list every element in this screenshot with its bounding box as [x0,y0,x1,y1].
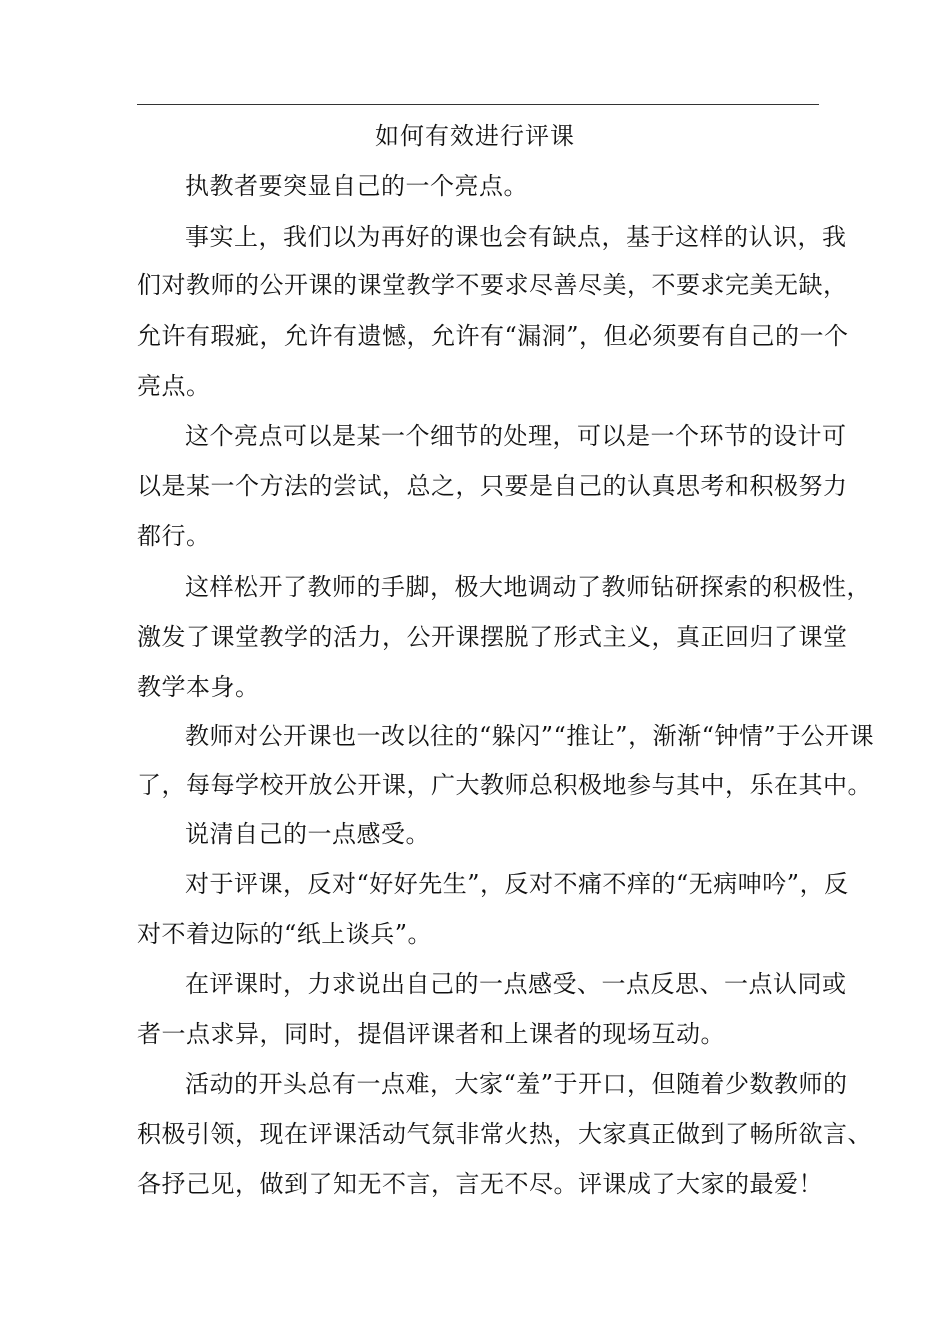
paragraph-2-line-2: 们对教师的公开课的课堂教学不要求尽善尽美，不要求完美无缺， [137,271,848,299]
paragraph-3-line-3: 都行。 [137,522,211,550]
document-title: 如何有效进行评课 [375,122,575,150]
paragraph-1-line-1: 执教者要突显自己的一个亮点。 [185,172,528,200]
paragraph-8-line-2: 者一点求异，同时，提倡评课者和上课者的现场互动。 [137,1020,725,1048]
paragraph-4-line-2: 激发了课堂教学的活力，公开课摆脱了形式主义，真正回归了课堂 [137,623,848,651]
paragraph-7-line-2: 对不着边际的“纸上谈兵”。 [137,920,433,948]
paragraph-2-line-4: 亮点。 [137,372,211,400]
paragraph-5-line-1: 教师对公开课也一改以往的“躲闪”“推让”，渐渐“钟情”于公开课 [185,722,875,750]
paragraph-9-line-1: 活动的开头总有一点难，大家“羞”于开口，但随着少数教师的 [185,1070,848,1098]
paragraph-5-line-2: 了，每每学校开放公开课，广大教师总积极地参与其中，乐在其中。 [137,771,872,799]
paragraph-4-line-1: 这样松开了教师的手脚，极大地调动了教师钻研探索的积极性， [185,573,871,601]
paragraph-7-line-1: 对于评课，反对“好好先生”，反对不痛不痒的“无病呻吟”，反 [185,870,849,898]
paragraph-2-line-3: 允许有瑕疵，允许有遗憾，允许有“漏洞”，但必须要有自己的一个 [137,322,849,350]
paragraph-9-line-3: 各抒己见，做到了知无不言，言无不尽。评课成了大家的最爱！ [137,1170,823,1198]
paragraph-6-line-1: 说清自己的一点感受。 [185,820,430,848]
paragraph-2-line-1: 事实上，我们以为再好的课也会有缺点，基于这样的认识，我 [185,223,847,251]
header-rule [137,104,819,105]
paragraph-3-line-2: 以是某一个方法的尝试，总之，只要是自己的认真思考和积极努力 [137,472,848,500]
paragraph-4-line-3: 教学本身。 [137,673,260,701]
paragraph-3-line-1: 这个亮点可以是某一个细节的处理，可以是一个环节的设计可 [185,422,847,450]
paragraph-9-line-2: 积极引领，现在评课活动气氛非常火热，大家真正做到了畅所欲言、 [137,1120,872,1148]
paragraph-8-line-1: 在评课时，力求说出自己的一点感受、一点反思、一点认同或 [185,970,847,998]
